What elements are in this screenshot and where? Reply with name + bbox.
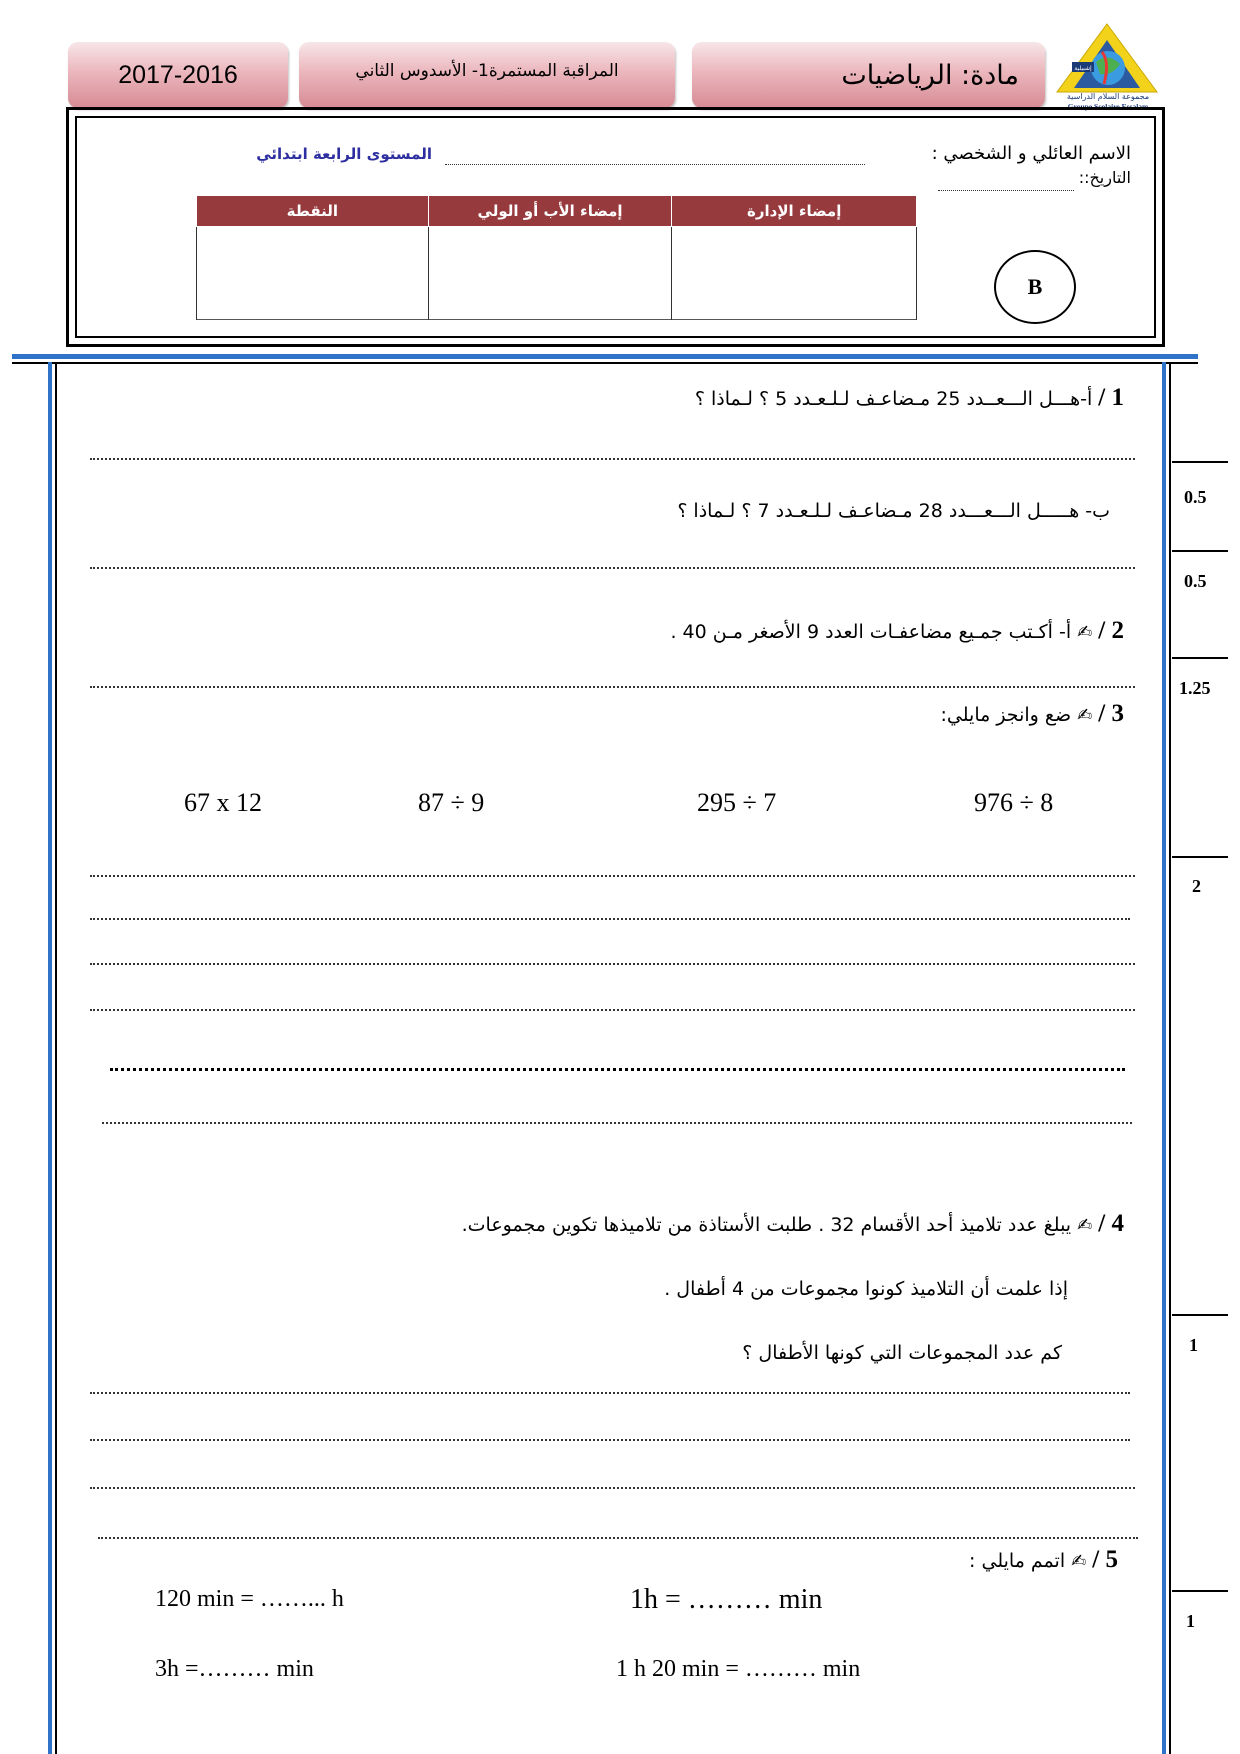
logo-badge: إشبيلية [1074, 65, 1092, 72]
logo-french: Groupe Scolaire Essalam [1067, 102, 1149, 111]
question-4-line-2: إذا علمت أن التلاميذ كونوا مجموعات من 4 أطفال . [664, 1278, 1068, 1300]
score-cell[interactable] [197, 227, 429, 320]
writing-hand-icon: ✍ [1071, 1551, 1087, 1572]
logo-graphic [1052, 22, 1162, 94]
answer-line[interactable] [98, 1537, 1138, 1539]
score-q4: 1 [1189, 1335, 1198, 1355]
logo-arabic: مجموعة السلام الدراسية [1066, 92, 1150, 101]
question-3: 3 / ✍ ضع وانجز مايلي: [940, 700, 1124, 727]
answer-line[interactable] [90, 567, 1135, 569]
answer-line[interactable] [90, 1439, 1130, 1441]
answer-line[interactable] [90, 1009, 1135, 1011]
writing-hand-icon: ✍ [1077, 705, 1093, 726]
answer-line[interactable] [90, 458, 1135, 460]
answer-line[interactable] [90, 1487, 1135, 1489]
subject-pill [692, 42, 1045, 108]
admin-signature-cell[interactable] [672, 227, 917, 320]
year-text: 2017-2016 [118, 60, 238, 89]
answer-line[interactable] [90, 686, 1135, 688]
question-2: 2 / ✍ أ- أكـتب جمـيع مضاعفـات العدد 9 الأصغر مـن 40 . [670, 617, 1124, 644]
answer-line[interactable] [90, 918, 1130, 920]
score-q1a: 0.5 [1184, 487, 1207, 507]
grade-level: المستوى الرابعة ابتدائي [256, 145, 432, 163]
answer-line[interactable] [90, 875, 1135, 877]
writing-hand-icon: ✍ [1077, 1215, 1093, 1236]
question-1a: 1 / أ-هـــل الـــعــدد 25 مـضاعـف لـلـعـدد 5 ؟ لـماذا ؟ [694, 384, 1124, 411]
question-5-number: 5 / [1092, 1546, 1118, 1573]
header-parent-signature: إمضاء الأب أو الولي [428, 196, 672, 227]
subject-title: مادة: الرياضيات [841, 59, 1019, 91]
operation-3: 295 ÷ 7 [697, 788, 777, 817]
conversion-2: 1h = ……… min [630, 1584, 823, 1615]
score-q5: 1 [1186, 1611, 1195, 1631]
question-4-line-3: كم عدد المجموعات التي كونها الأطفال ؟ [742, 1342, 1062, 1364]
version-badge [994, 250, 1076, 324]
name-label: الاسم العائلي و الشخصي : [931, 143, 1131, 164]
date-field[interactable] [938, 190, 1074, 191]
right-border [1162, 362, 1166, 1754]
date-label: التاريخ:: [1078, 168, 1131, 187]
question-5: 5 / ✍ اتمم مايلي : [969, 1546, 1118, 1573]
conversion-1: 120 min = ……... h [155, 1586, 344, 1612]
conversion-4: 1 h 20 min = ……… min [616, 1656, 861, 1682]
conversion-3: 3h =……… min [155, 1656, 314, 1682]
name-field[interactable] [445, 164, 865, 165]
version-letter: B [1027, 274, 1043, 299]
grade-signature-table [196, 195, 917, 320]
operation-1: 67 x 12 [184, 788, 262, 817]
answer-line[interactable] [102, 1122, 1132, 1124]
header-admin-signature: إمضاء الإدارة [672, 196, 917, 227]
question-3-number: 3 / [1098, 700, 1124, 727]
question-1-number: 1 / [1098, 384, 1124, 411]
question-4: 4 / ✍ يبلغ عدد تلاميذ أحد الأقسام 32 . طلبت الأستاذة من تلاميذها تكوين مجموعات. [461, 1210, 1124, 1237]
answer-line[interactable] [90, 1392, 1130, 1394]
top-blue-rule [12, 354, 1198, 359]
left-border [48, 362, 52, 1754]
question-4-number: 4 / [1098, 1210, 1124, 1237]
school-logo [1052, 22, 1162, 112]
exam-pill [299, 42, 675, 108]
question-1b: ب- هـــــل الـــعـــدد 28 مـضاعـف لـلـعـدد 7 ؟ لـماذا ؟ [677, 500, 1110, 522]
operation-2: 87 ÷ 9 [418, 788, 485, 817]
exam-title: المراقبة المستمرة1- الأسدوس الثاني [355, 61, 619, 81]
writing-hand-icon: ✍ [1077, 622, 1093, 643]
answer-line[interactable] [90, 963, 1135, 965]
answer-line[interactable] [110, 1068, 1125, 1071]
score-q1b: 0.5 [1184, 571, 1207, 591]
score-q2: 1.25 [1179, 678, 1211, 698]
score-q3: 2 [1192, 876, 1201, 896]
operation-4: 976 ÷ 8 [974, 788, 1054, 817]
question-2-number: 2 / [1098, 617, 1124, 644]
year-pill [68, 42, 288, 108]
parent-signature-cell[interactable] [428, 227, 672, 320]
top-black-rule [12, 362, 1198, 364]
header-score: النقطة [197, 196, 429, 227]
